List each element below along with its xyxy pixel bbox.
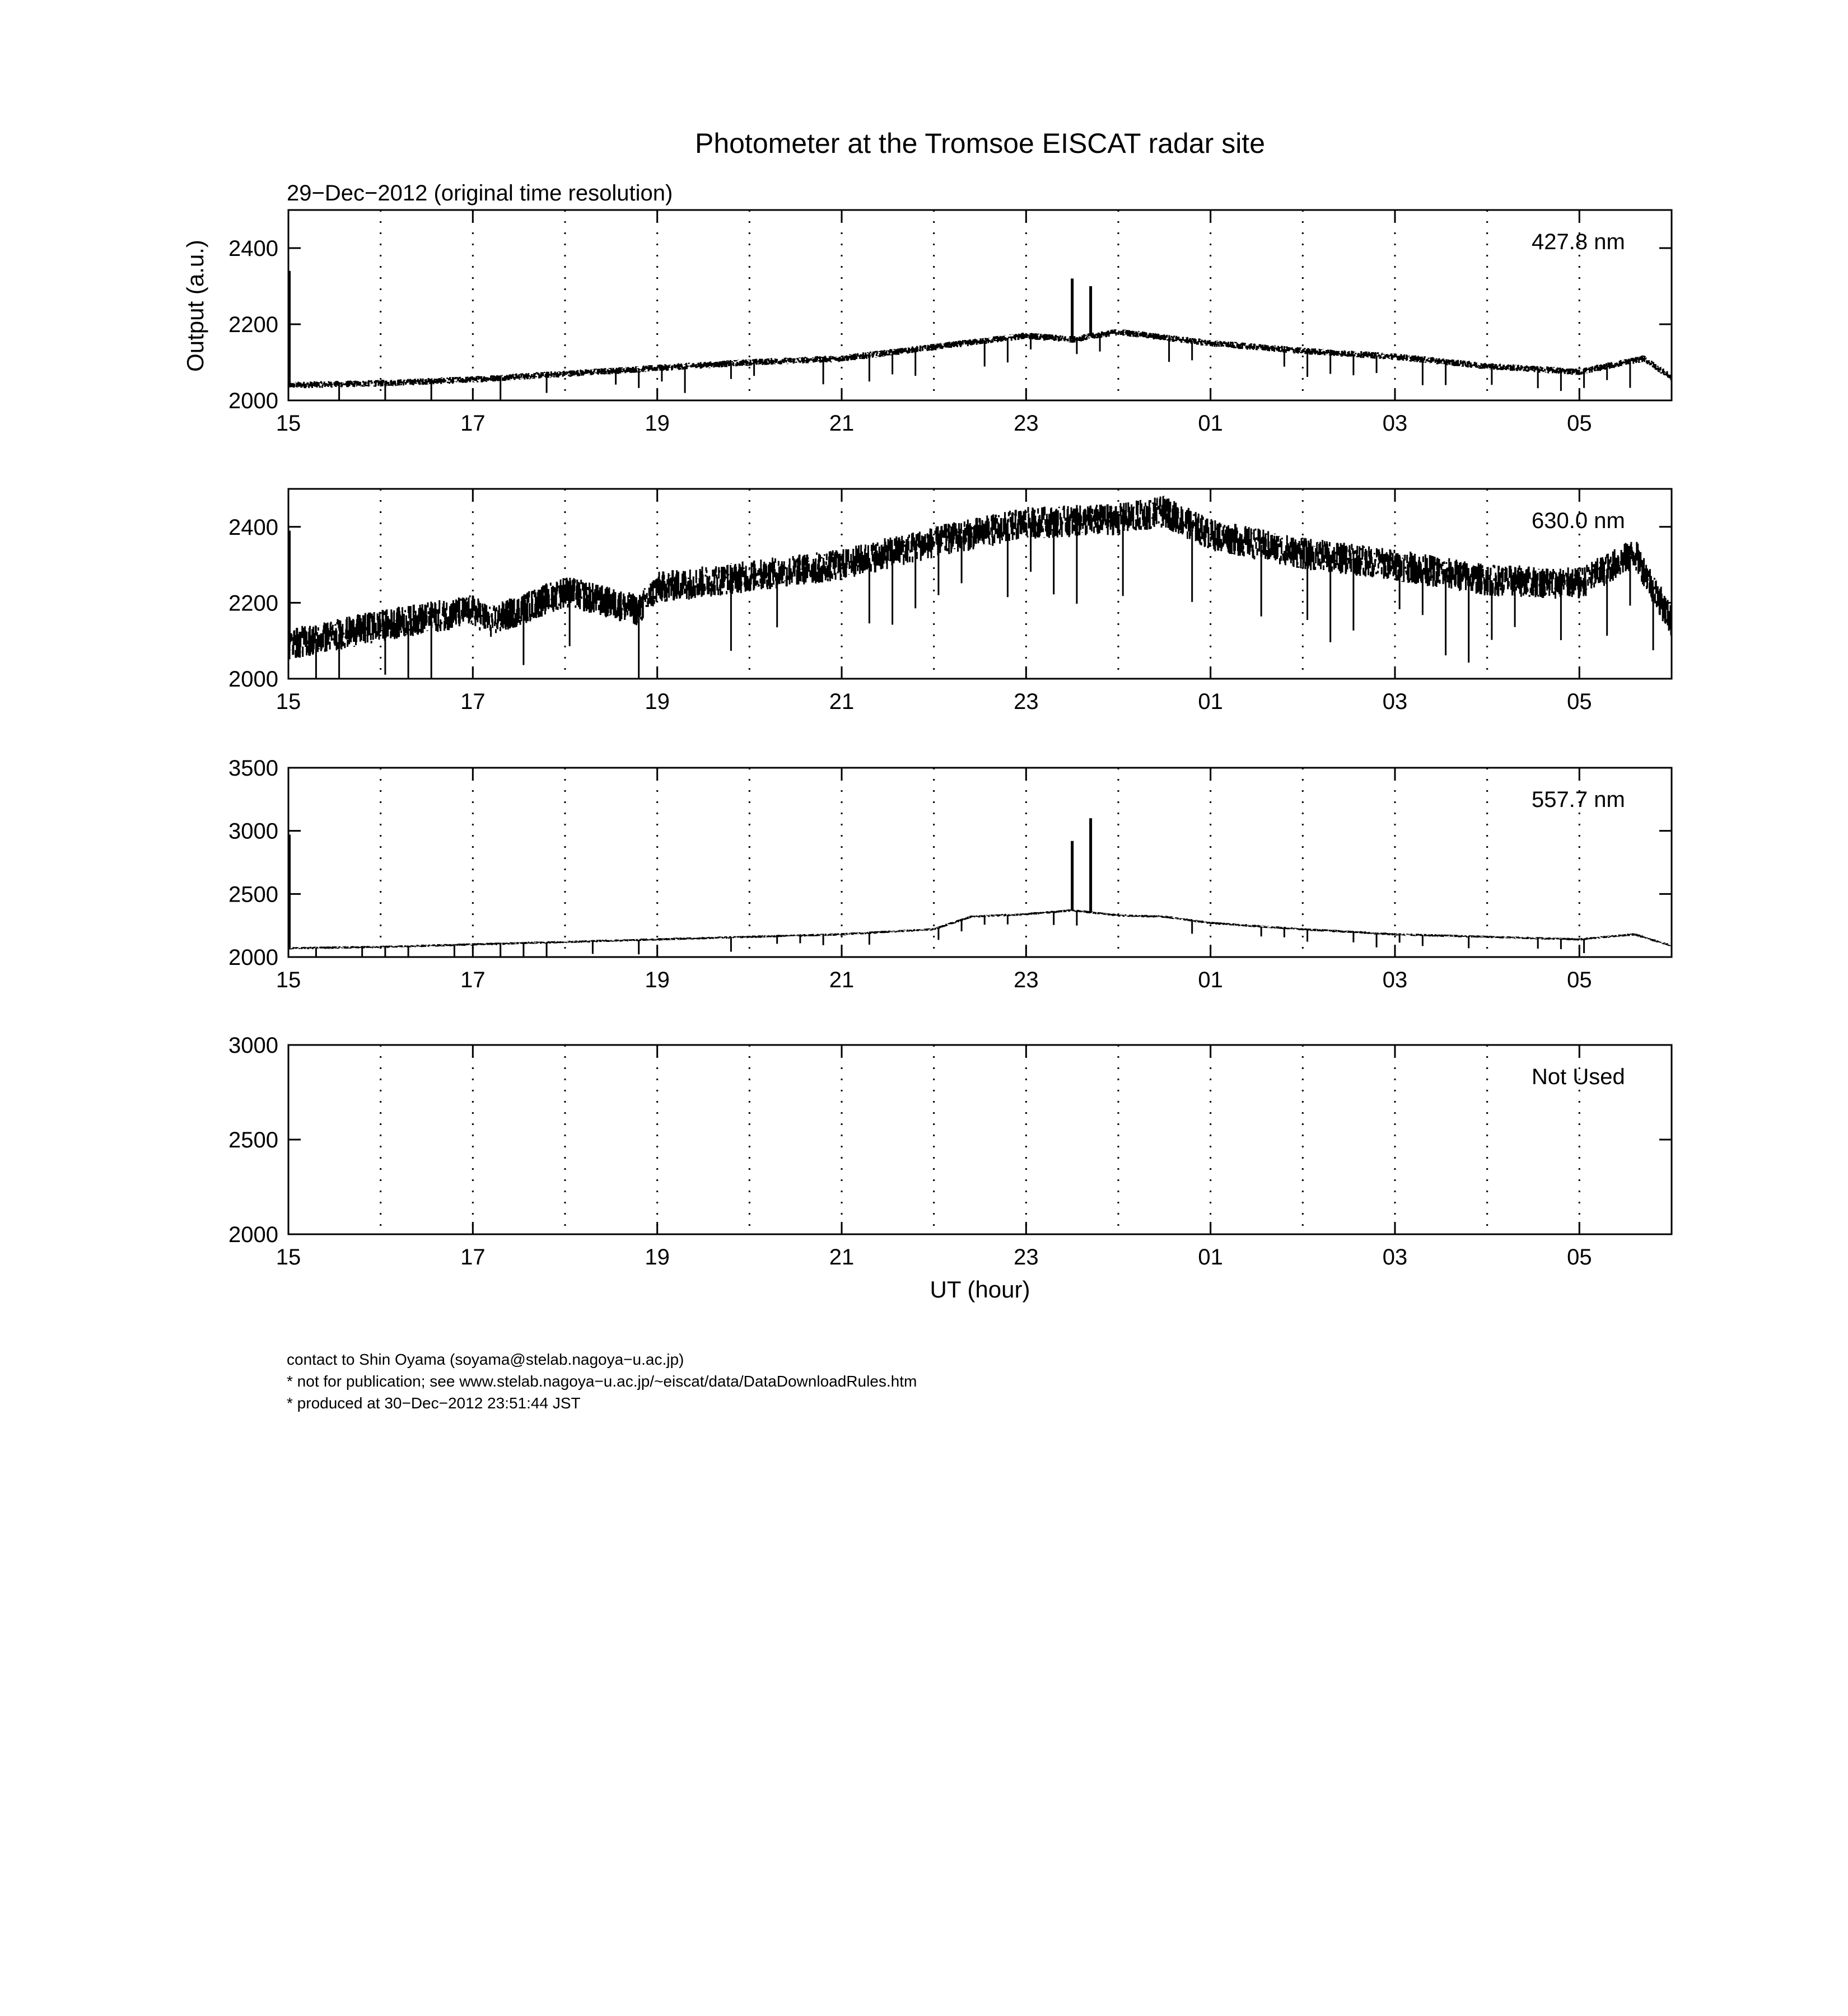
plot-frame [288,210,1672,400]
x-tick-label: 15 [276,411,301,436]
y-tick-label: 2400 [228,236,278,261]
data-series-1 [288,329,1672,389]
y-tick-label: 2000 [228,389,278,413]
x-tick-label: 23 [1014,1245,1039,1270]
y-tick-label: 2000 [228,1222,278,1247]
series-label: Not Used [1532,1065,1625,1089]
y-tick-label: 3500 [228,756,278,781]
x-tick-label: 17 [460,411,486,436]
x-tick-label: 03 [1382,689,1408,714]
series-label: 630.0 nm [1532,508,1625,533]
y-tick-label: 2200 [228,591,278,616]
series-label: 557.7 nm [1532,787,1625,812]
x-tick-label: 23 [1014,968,1039,992]
x-tick-label: 23 [1014,689,1039,714]
x-tick-label: 19 [645,968,670,992]
series-label: 427.8 nm [1532,230,1625,254]
x-tick-label: 01 [1198,968,1223,992]
x-axis-label: UT (hour) [930,1276,1030,1303]
y-tick-label: 3000 [228,1033,278,1058]
x-tick-label: 19 [645,689,670,714]
data-series-1 [288,496,1672,660]
y-tick-label: 2500 [228,1128,278,1152]
x-tick-label: 01 [1198,1245,1223,1270]
y-axis-label: Output (a.u.) [182,240,208,372]
x-tick-label: 21 [829,689,855,714]
x-tick-label: 05 [1567,1245,1592,1270]
y-tick-label: 3000 [228,819,278,844]
footer-notes [287,1348,917,1414]
footer-publication-note: * not for publication; see www.stelab.nagoya−u.ac.jp/~eiscat/data/DataDownloadRules.htm [287,1373,917,1390]
x-tick-label: 05 [1567,968,1592,992]
footer-produced-at: * produced at 30−Dec−2012 23:51:44 JST [287,1394,581,1412]
x-tick-label: 03 [1382,1245,1408,1270]
x-tick-label: 03 [1382,411,1408,436]
y-tick-label: 2000 [228,945,278,970]
x-tick-label: 05 [1567,411,1592,436]
y-tick-label: 2500 [228,882,278,907]
chart-subtitle: 29−Dec−2012 (original time resolution) [287,181,673,206]
x-tick-label: 21 [829,968,855,992]
x-tick-label: 15 [276,1245,301,1270]
footer-contact: contact to Shin Oyama (soyama@stelab.nagoya−u.ac.jp) [287,1351,684,1368]
panels [228,210,1672,1270]
x-tick-label: 01 [1198,689,1223,714]
x-tick-label: 23 [1014,411,1039,436]
x-tick-label: 19 [645,411,670,436]
x-tick-label: 21 [829,411,855,436]
x-tick-label: 15 [276,968,301,992]
data-series-1 [288,909,1672,950]
panel-2 [228,489,1672,714]
x-tick-label: 19 [645,1245,670,1270]
y-tick-label: 2400 [228,515,278,540]
panel-3 [228,756,1672,992]
x-tick-label: 05 [1567,689,1592,714]
y-tick-label: 2000 [228,667,278,692]
x-tick-label: 03 [1382,968,1408,992]
x-tick-label: 17 [460,968,486,992]
chart-title: Photometer at the Tromsoe EISCAT radar site [694,128,1266,159]
x-tick-label: 15 [276,689,301,714]
x-tick-label: 17 [460,689,486,714]
plot-frame [288,768,1672,957]
x-tick-label: 17 [460,1245,486,1270]
x-tick-label: 01 [1198,411,1223,436]
panel-1 [228,210,1672,436]
plot-frame [288,1045,1672,1234]
plot-frame [288,489,1672,679]
data-dips [339,335,1630,400]
x-tick-label: 21 [829,1245,855,1270]
y-tick-label: 2200 [228,312,278,337]
panel-4 [228,1033,1672,1270]
